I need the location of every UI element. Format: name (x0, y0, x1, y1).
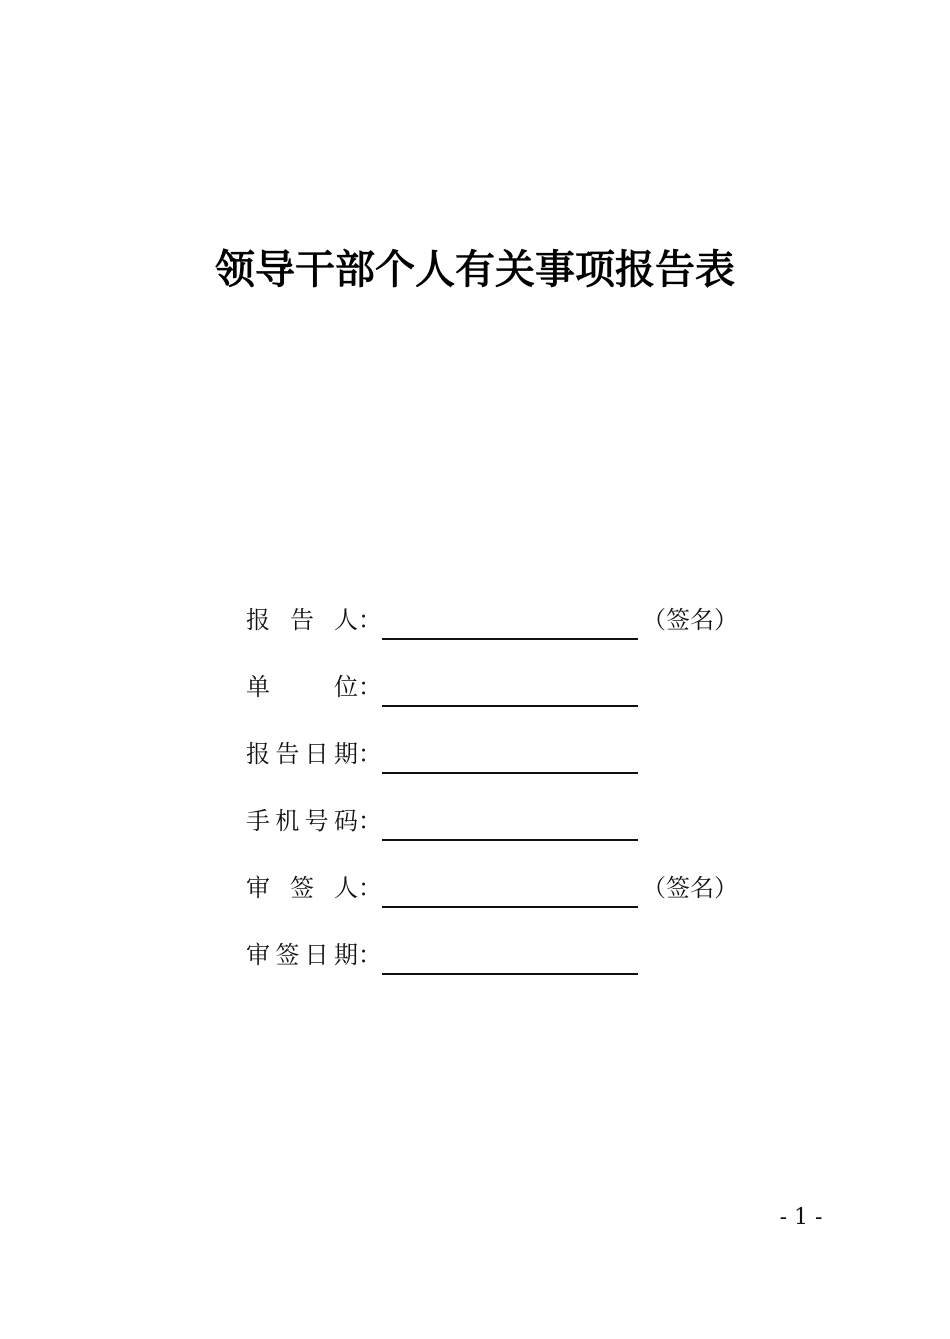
label-char: 号 (304, 807, 329, 835)
field-label-unit (246, 665, 358, 709)
reporter-signature-line[interactable] (382, 596, 638, 640)
label-char: 单 (246, 673, 270, 701)
label-char: 告 (275, 740, 300, 768)
approval-date-field-line[interactable] (382, 931, 638, 975)
label-char: 报 (246, 606, 270, 634)
label-char: 报 (246, 740, 270, 768)
label-char: 手 (246, 807, 270, 835)
page-number: - 1 - (779, 1205, 823, 1230)
report-form (246, 598, 806, 1000)
field-colon: ： (358, 807, 382, 835)
label-char: 日 (304, 740, 329, 768)
report-date-field-line[interactable] (382, 730, 638, 774)
field-colon: ： (358, 874, 382, 902)
field-label-approver (246, 866, 358, 910)
label-char: 期 (333, 941, 358, 969)
phone-field-line[interactable] (382, 797, 638, 841)
form-row-approval-date (246, 933, 806, 977)
field-colon: ： (358, 941, 382, 969)
label-char: 签 (275, 941, 300, 969)
unit-field-line[interactable] (382, 663, 638, 707)
label-char: 审 (246, 874, 270, 902)
signature-note: （签名） (642, 606, 738, 634)
label-char: 位 (334, 673, 358, 701)
label-char: 审 (246, 941, 270, 969)
form-row-reporter (246, 598, 806, 642)
field-colon: ： (358, 606, 382, 634)
label-char: 机 (275, 807, 300, 835)
label-char: 码 (333, 807, 358, 835)
field-label-phone (246, 799, 358, 843)
approver-signature-line[interactable] (382, 864, 638, 908)
field-colon: ： (358, 740, 382, 768)
signature-note: （签名） (642, 874, 738, 902)
label-char: 签 (290, 874, 314, 902)
form-row-approver (246, 866, 806, 910)
label-char: 期 (333, 740, 358, 768)
page-title: 领导干部个人有关事项报告表 (215, 247, 735, 293)
field-label-reporter (246, 598, 358, 642)
label-char: 人 (334, 606, 358, 634)
label-char: 告 (290, 606, 314, 634)
field-label-report-date (246, 732, 358, 776)
form-row-unit (246, 665, 806, 709)
form-row-phone (246, 799, 806, 843)
field-colon: ： (358, 673, 382, 701)
label-char: 日 (304, 941, 329, 969)
field-label-approval-date (246, 933, 358, 977)
label-char: 人 (334, 874, 358, 902)
form-row-report-date (246, 732, 806, 776)
